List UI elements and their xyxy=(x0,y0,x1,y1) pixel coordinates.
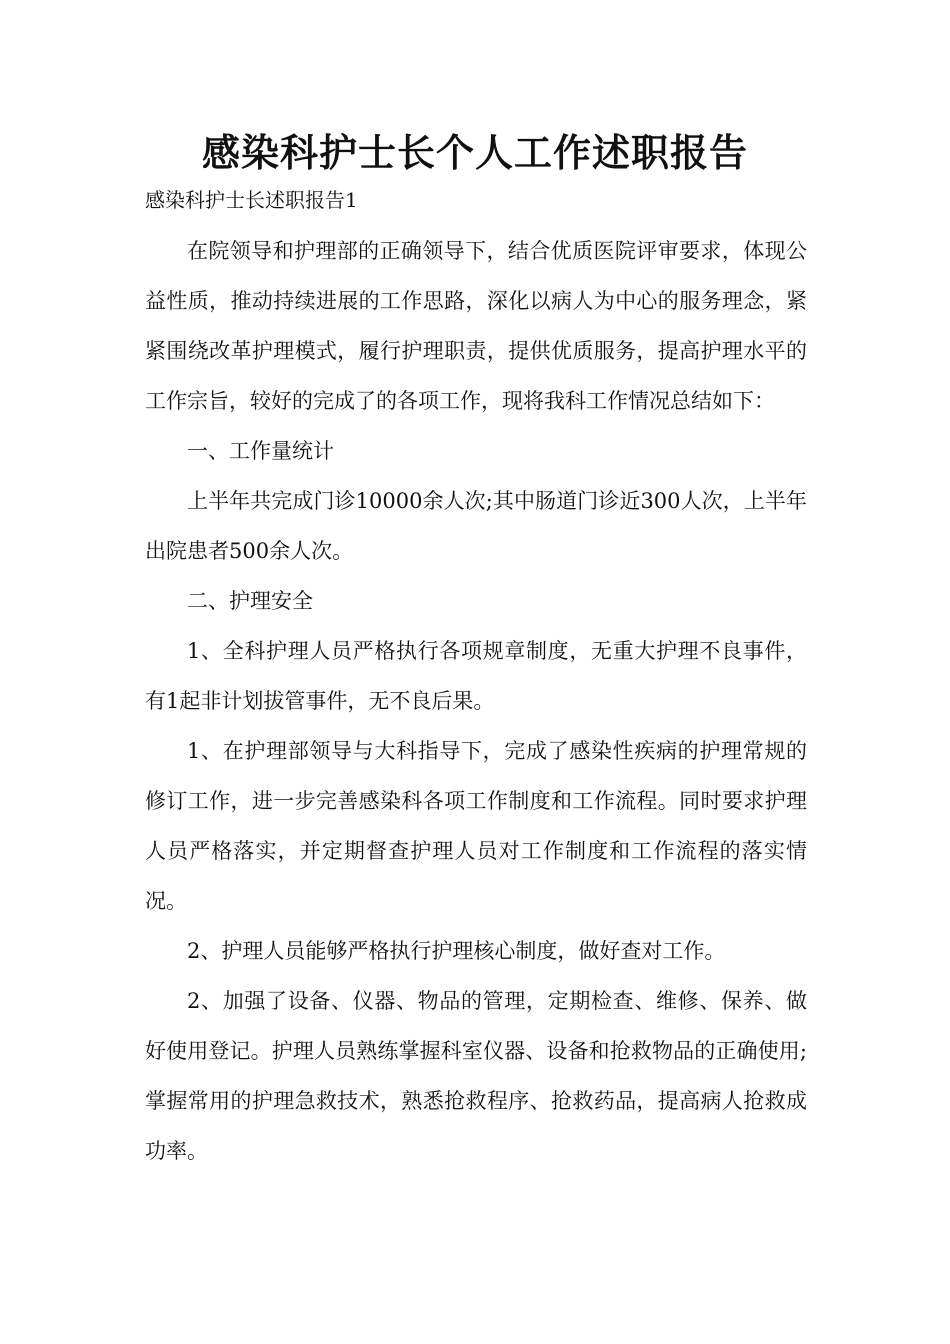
paragraph-safety-3: 2、护理人员能够严格执行护理核心制度，做好查对工作。 xyxy=(187,939,726,963)
paragraph-intro: 在院领导和护理部的正确领导下，结合优质医院评审要求，体现公益性质，推动持续进展的工作思路，深化以病人为中心的服务理念，紧紧围绕改革护理模式，履行护理职责，提供优质服务，提高护理水平的工作宗旨，较好的完成了的各项工作，现将我科工作情况总结如下： xyxy=(145,239,807,413)
document-title: 感染科护士长个人工作述职报告 xyxy=(201,131,748,175)
paragraph-workload: 上半年共完成门诊10000余人次;其中肠道门诊近300人次，上半年出院患者500余人次。 xyxy=(145,489,807,563)
document-body xyxy=(145,226,807,1176)
section-heading-workload: 一、工作量统计 xyxy=(187,439,334,463)
section-heading-safety: 二、护理安全 xyxy=(187,589,313,613)
document-subtitle: 感染科护士长述职报告1 xyxy=(145,188,358,212)
paragraph-safety-2: 1、在护理部领导与大科指导下，完成了感染性疾病的护理常规的修订工作，进一步完善感染科各项工作制度和工作流程。同时要求护理人员严格落实，并定期督查护理人员对工作制度和工作流程的落实情况。 xyxy=(145,739,807,913)
paragraph-safety-4: 2、加强了设备、仪器、物品的管理，定期检查、维修、保养、做好使用登记。护理人员熟练掌握科室仪器、设备和抢救物品的正确使用;掌握常用的护理急救技术，熟悉抢救程序、抢救药品，提高病人抢救成功率。 xyxy=(145,989,807,1163)
paragraph-safety-1: 1、全科护理人员严格执行各项规章制度，无重大护理不良事件，有1起非计划拔管事件，无不良后果。 xyxy=(145,639,807,713)
